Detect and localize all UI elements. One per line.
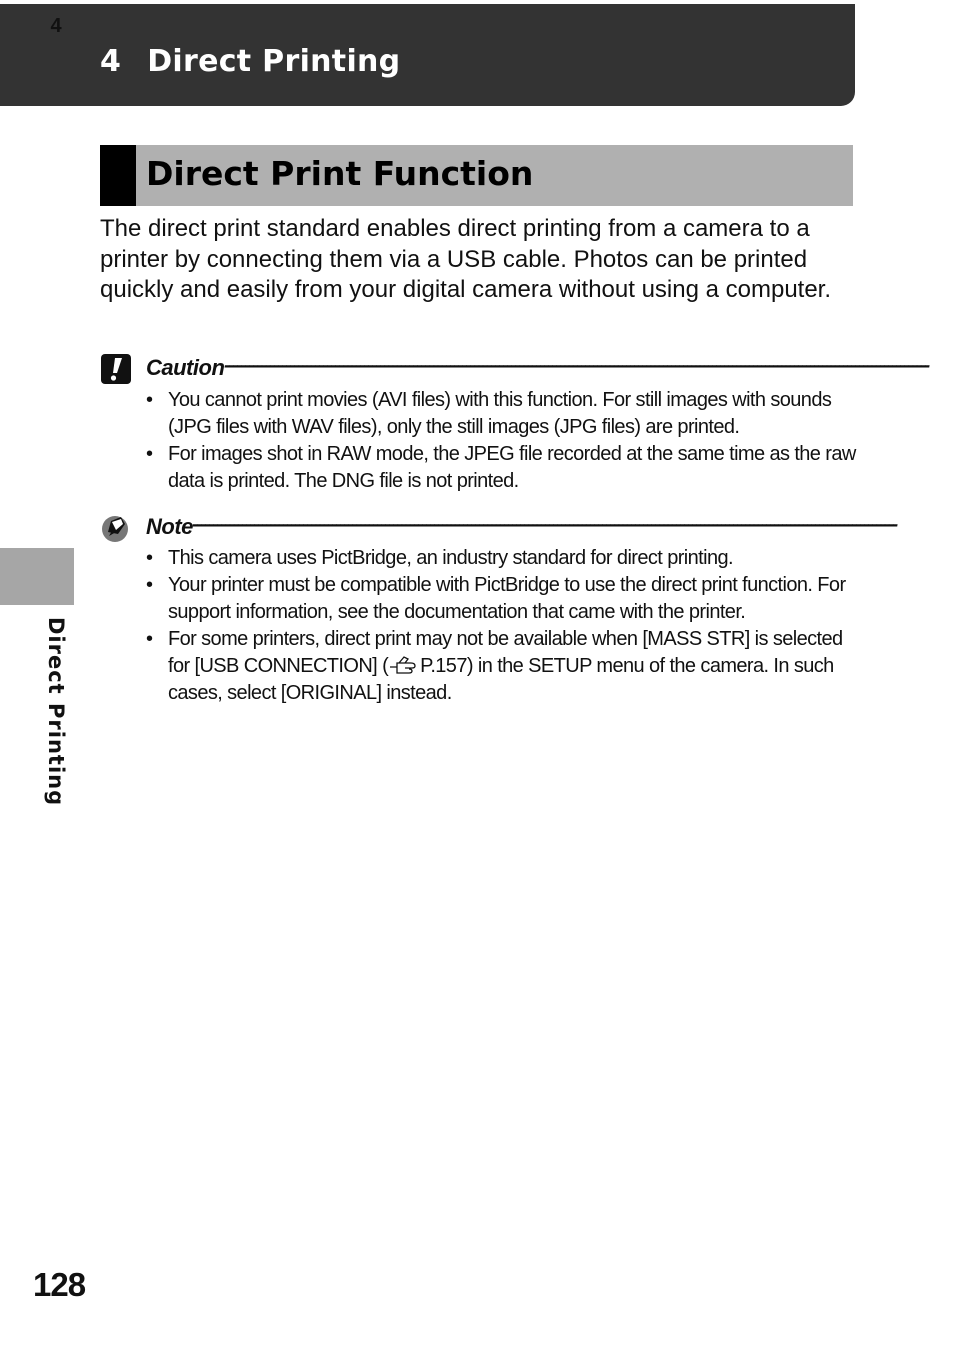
list-item (146, 626, 858, 707)
caution-header (100, 353, 929, 385)
list-item-text: For some printers, direct print may not be available when [MASS STR] is selected for [USB CONNECTION] ( (168, 628, 843, 677)
chapter-title (100, 44, 400, 79)
section-marker (100, 145, 136, 206)
note-label: Note (146, 514, 193, 539)
caution-list (146, 387, 858, 495)
list-item: • This camera uses PictBridge, an industry standard for direct printing. (146, 545, 858, 572)
note-list (146, 545, 858, 707)
section-title: Direct Print Function (146, 154, 534, 193)
side-chapter-tab (0, 548, 74, 605)
note-header (100, 512, 897, 544)
list-item: • You cannot print movies (AVI files) with this function. For still images with sounds (JPG files with WAV files), only the still images (JPG files) are printed. (146, 387, 858, 441)
page-number: 128 (33, 1266, 86, 1303)
caution-divider: ---------------------------------------------------------------------------------------------------------------------------------------------------------------------------- (224, 355, 929, 375)
caution-icon (100, 353, 132, 385)
caution-label: Caution (146, 355, 225, 380)
chapter-title-text: Direct Printing (147, 44, 401, 79)
section-header (100, 145, 853, 206)
list-item: • Your printer must be compatible with PictBridge to use the direct print function. For support information, see the documentation that came with the printer. (146, 572, 858, 626)
page-reference[interactable]: P.157 (420, 655, 467, 677)
intro-paragraph: The direct print standard enables direct printing from a camera to a printer by connecting them via a USB cable. Photos can be printed quickly and easily from your digital camera without using a computer. (100, 215, 832, 304)
side-tab-number: 4 (50, 15, 62, 37)
side-chapter-label: Direct Printing (44, 617, 68, 807)
note-icon (100, 512, 132, 544)
chapter-number: 4 (100, 44, 122, 79)
list-item-text: ) in the SETUP menu of the camera. In such cases, select [ORIGINAL] instead. (168, 655, 834, 704)
page-reference-icon (389, 655, 419, 675)
list-item: • For images shot in RAW mode, the JPEG file recorded at the same time as the raw data is printed. The DNG file is not printed. (146, 441, 858, 495)
note-divider: ---------------------------------------------------------------------------------------------------------------------------------------------------------------------------- (192, 514, 897, 534)
